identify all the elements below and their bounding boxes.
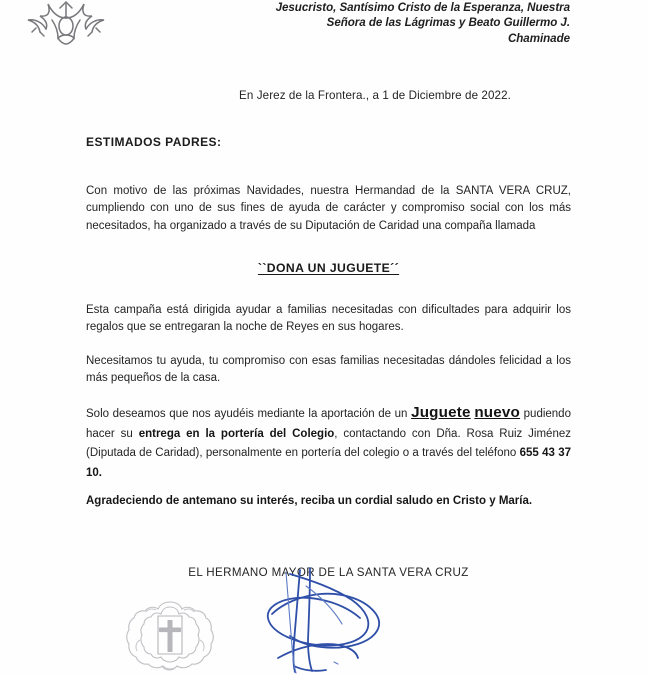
paragraph-4 — [86, 403, 571, 483]
paragraph-2: Esta campaña está dirigida ayudar a familias necesitadas con dificultades para adquirir los regalos que se entregaran la noche de Reyes en sus hogares. — [86, 304, 571, 334]
letterhead-line-3: Chaminade — [507, 31, 570, 45]
paragraph-4-mid-1: pudiendo hacer su — [86, 408, 571, 440]
paragraph-1: Con motivo de las próximas Navidades, nuestra Hermandad de la SANTA VERA CRUZ, cumpliendo con uno de sus fines de ayuda de carácter y compromiso social con los más necesitados, ha organizado a través de su Diputación de Caridad una compaña llamada — [86, 185, 571, 232]
handwritten-signature-icon — [248, 566, 398, 675]
letterhead-line-2: Señora de las Lágrimas y Beato Guillermo J. — [326, 16, 570, 30]
coat-of-arms-cross-seal-icon — [118, 596, 222, 675]
paragraph-3: Necesitamos tu ayuda, tu compromiso con esas familias necesitadas dándoles felicidad a los más pequeños de la casa. — [86, 355, 571, 385]
salutation: ESTIMADOS PADRES: — [86, 135, 222, 149]
contact-phone: 655 43 37 10. — [86, 447, 571, 479]
highlight-juguete: Juguete — [411, 404, 471, 421]
letterhead-line-1: Jesucristo, Santísimo Cristo de la Esperanza, Nuestra — [275, 1, 570, 14]
paragraph-4-mid-2: , contactando con Dña. Rosa Ruiz Jiménez (Diputada de Caridad), personalmente en portería del colegio o a través del teléfono — [86, 427, 571, 460]
letterhead — [222, 0, 570, 46]
paragraph-4-lead: Solo deseamos que nos ayudéis mediante la aportación de un — [86, 408, 412, 420]
signature-title: EL HERMANO MAYOR DE LA SANTA VERA CRUZ — [188, 566, 469, 579]
campaign-title-text: ``DONA UN JUGUETE´´ — [257, 261, 400, 275]
dateline: En Jerez de la Frontera., a 1 de Diciembre de 2022. — [239, 89, 511, 102]
heraldic-ornament-icon — [18, 0, 114, 46]
bold-entrega-porteria: entrega en la portería del Colegio — [138, 427, 335, 440]
campaign-title — [86, 261, 571, 275]
paragraph-5: Agradeciendo de antemano su interés, reciba un cordial saludo en Cristo y María. — [86, 495, 533, 507]
highlight-nuevo: nuevo — [474, 404, 521, 421]
